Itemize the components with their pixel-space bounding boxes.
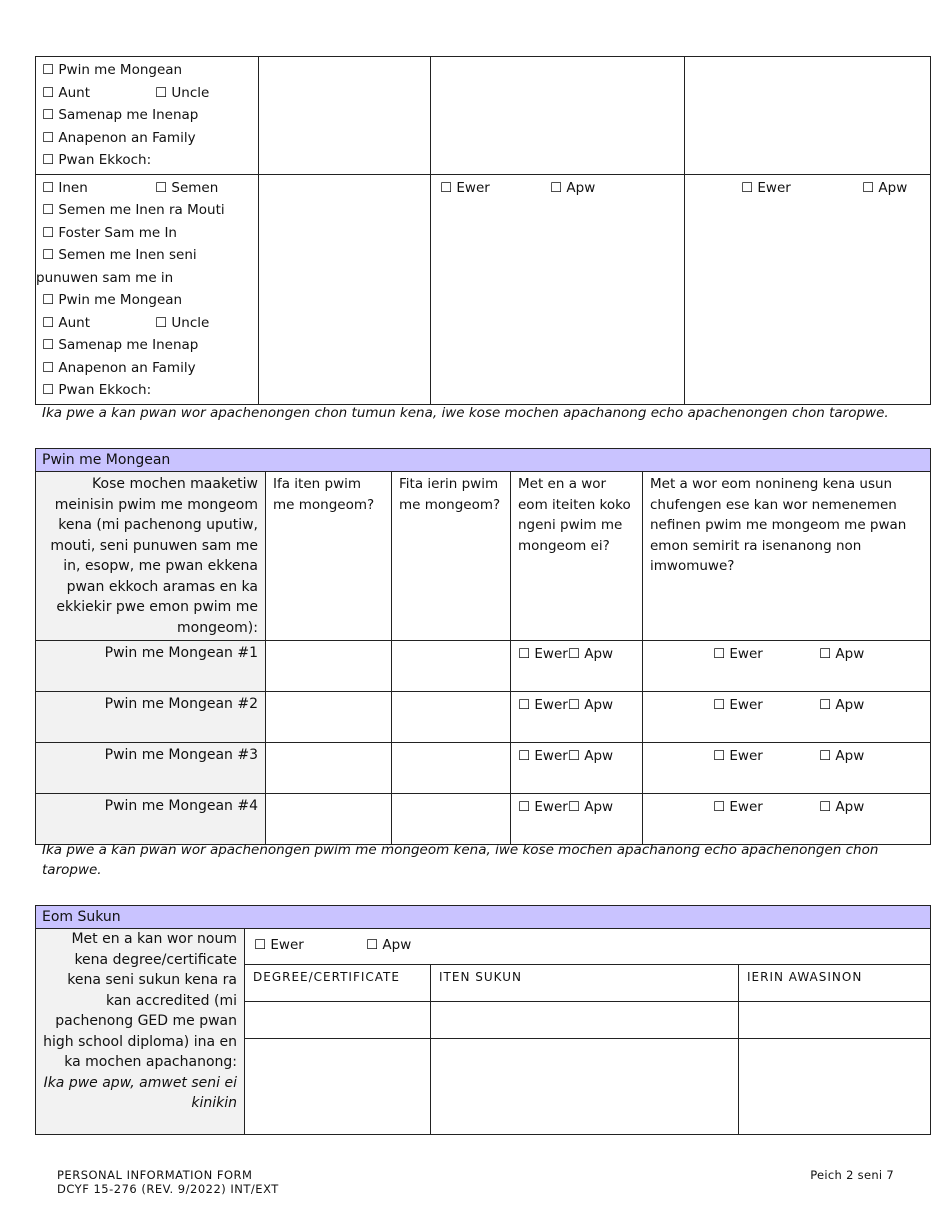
option-sibling[interactable]: ☐ Pwin me Mongean [42, 62, 183, 78]
year-header: IERIN AWASINON [739, 965, 931, 1002]
school-header: ITEN SUKUN [431, 965, 739, 1002]
placement-yes-no [643, 692, 931, 743]
no-checkbox[interactable]: ☐ Apw [567, 697, 614, 713]
no-checkbox[interactable]: ☐ Apw [567, 646, 614, 662]
form-name: PERSONAL INFORMATION FORM [57, 1168, 253, 1182]
yes-checkbox[interactable]: ☐ Ewer [518, 697, 568, 713]
siblings-instructions: Kose mochen maaketiw meinisin pwim me mongeom kena (mi pachenong uputiw, mouti, seni punuwen sam me in, esopw, me pwan ekkena pwan ekkoch aramas en ka ekkiekir pwe emon pwim me mongeom): [36, 472, 266, 641]
yes-checkbox[interactable]: ☐ Ewer [440, 179, 490, 196]
option-family-friend[interactable]: ☐ Anapenon an Family [42, 129, 196, 146]
contact-yes-no [511, 794, 643, 845]
year-field[interactable] [739, 1039, 931, 1135]
sibling-name-field[interactable] [266, 692, 392, 743]
option-other[interactable]: ☐ Pwan Ekkoch: [42, 382, 152, 398]
sibling-row-label: Pwin me Mongean #3 [36, 743, 266, 794]
name-field[interactable] [259, 174, 431, 404]
blank-field[interactable] [685, 57, 931, 175]
option-father[interactable]: ☐ Semen [155, 179, 219, 196]
section-title: Pwin me Mongean [36, 449, 930, 471]
sibling-row-label: Pwin me Mongean #1 [36, 641, 266, 692]
no-checkbox[interactable]: ☐ Apw [567, 799, 614, 815]
education-question [36, 929, 245, 1135]
education-question-text: Met en a kan wor noum kena degree/certificate kena seni sukun kena ra kan accredited (mi pachenong GED me pwan high school diploma) ina en ka mochen apachanong: [43, 931, 237, 1070]
relationship-options-cell [36, 57, 259, 175]
contact-yes-no [511, 743, 643, 794]
yes-checkbox[interactable]: ☐ Ewer [741, 179, 791, 196]
page-number: Peich 2 seni 7 [810, 1168, 894, 1182]
no-checkbox[interactable]: ☐ Apw [550, 179, 596, 196]
sibling-row-label: Pwin me Mongean #2 [36, 692, 266, 743]
sibling-placement-header: Met a wor eom nonineng kena usun chufengen ese kan wor nemenemen nefinen pwim me mongeom me pwan emon semirit ra isenanong non imwomuwe? [643, 472, 931, 641]
sibling-age-field[interactable] [392, 794, 511, 845]
sibling-age-field[interactable] [392, 641, 511, 692]
option-uncle[interactable]: ☐ Uncle [155, 84, 210, 101]
no-checkbox[interactable]: ☐ Apw [366, 937, 412, 953]
yes-checkbox[interactable]: ☐ Ewer [518, 799, 568, 815]
option-grandparent[interactable]: ☐ Samenap me Inenap [42, 337, 199, 353]
option-foster-parents[interactable]: ☐ Foster Sam me In [42, 224, 177, 241]
placement-yes-no [643, 743, 931, 794]
yes-checkbox[interactable]: ☐ Ewer [518, 646, 568, 662]
no-checkbox[interactable]: ☐ Apw [567, 748, 614, 764]
option-mother[interactable]: ☐ Inen [42, 179, 88, 196]
section-title: Eom Sukun [36, 906, 930, 928]
no-checkbox[interactable]: ☐ Apw [819, 748, 865, 764]
degree-field[interactable] [245, 1039, 431, 1135]
no-checkbox[interactable]: ☐ Apw [819, 799, 865, 815]
placement-yes-no [643, 794, 931, 845]
education-yes-no [245, 929, 931, 965]
degree-field[interactable] [245, 1002, 431, 1039]
sibling-name-field[interactable] [266, 641, 392, 692]
yes-checkbox[interactable]: ☐ Ewer [713, 646, 763, 662]
yes-no-cell [685, 174, 931, 404]
option-aunt[interactable]: ☐ Aunt [42, 314, 91, 331]
yes-checkbox[interactable]: ☐ Ewer [713, 697, 763, 713]
blank-field[interactable] [431, 57, 685, 175]
option-sibling[interactable]: ☐ Pwin me Mongean [42, 292, 183, 308]
option-grandparent[interactable]: ☐ Samenap me Inenap [42, 107, 199, 123]
year-field[interactable] [739, 1002, 931, 1039]
yes-checkbox[interactable]: ☐ Ewer [518, 748, 568, 764]
name-field[interactable] [259, 57, 431, 175]
sibling-age-field[interactable] [392, 743, 511, 794]
option-family-friend[interactable]: ☐ Anapenon an Family [42, 359, 196, 376]
sibling-name-header: Ifa iten pwim me mongeom? [266, 472, 392, 641]
form-id: DCYF 15-276 (REV. 9/2022) INT/EXT [57, 1182, 279, 1196]
caregiver-note: Ika pwe a kan pwan wor apachenongen chon tumun kena, iwe kose mochen apachanong echo apachenongen chon taropwe. [42, 405, 889, 421]
sibling-name-field[interactable] [266, 743, 392, 794]
form-footer [57, 1168, 279, 1196]
school-field[interactable] [431, 1002, 739, 1039]
degree-header: DEGREE/CERTIFICATE [245, 965, 431, 1002]
relationship-options-cell [36, 174, 259, 404]
yes-checkbox[interactable]: ☐ Ewer [713, 799, 763, 815]
sibling-row-label: Pwin me Mongean #4 [36, 794, 266, 845]
option-uncle[interactable]: ☐ Uncle [155, 314, 210, 331]
sibling-age-header: Fita ierin pwim me mongeom? [392, 472, 511, 641]
option-aunt[interactable]: ☐ Aunt [42, 84, 91, 101]
yes-no-cell [431, 174, 685, 404]
siblings-note: Ika pwe a kan pwan wor apachenongen pwim me mongeom kena, iwe kose mochen apachanong echo apachenongen chon taropwe. [42, 842, 879, 878]
placement-yes-no [643, 641, 931, 692]
education-question-note: Ika pwe apw, amwet seni ei kinikin [43, 1074, 237, 1111]
yes-checkbox[interactable]: ☐ Ewer [713, 748, 763, 764]
contact-yes-no [511, 641, 643, 692]
school-field[interactable] [431, 1039, 739, 1135]
contact-yes-no [511, 692, 643, 743]
no-checkbox[interactable]: ☐ Apw [862, 179, 908, 196]
sibling-name-field[interactable] [266, 794, 392, 845]
yes-checkbox[interactable]: ☐ Ewer [254, 937, 304, 953]
sibling-age-field[interactable] [392, 692, 511, 743]
no-checkbox[interactable]: ☐ Apw [819, 646, 865, 662]
option-step-parents[interactable]: ☐ Semen me Inen seni [42, 247, 197, 263]
siblings-table [35, 448, 931, 845]
option-step-parents-cont: punuwen sam me in [36, 269, 174, 286]
relationship-table [35, 56, 931, 405]
option-other[interactable]: ☐ Pwan Ekkoch: [42, 152, 152, 168]
no-checkbox[interactable]: ☐ Apw [819, 697, 865, 713]
sibling-contact-header: Met en a wor eom iteiten koko ngeni pwim me mongeom ei? [511, 472, 643, 641]
option-adoptive-parents[interactable]: ☐ Semen me Inen ra Mouti [42, 202, 225, 218]
education-table [35, 905, 931, 1135]
